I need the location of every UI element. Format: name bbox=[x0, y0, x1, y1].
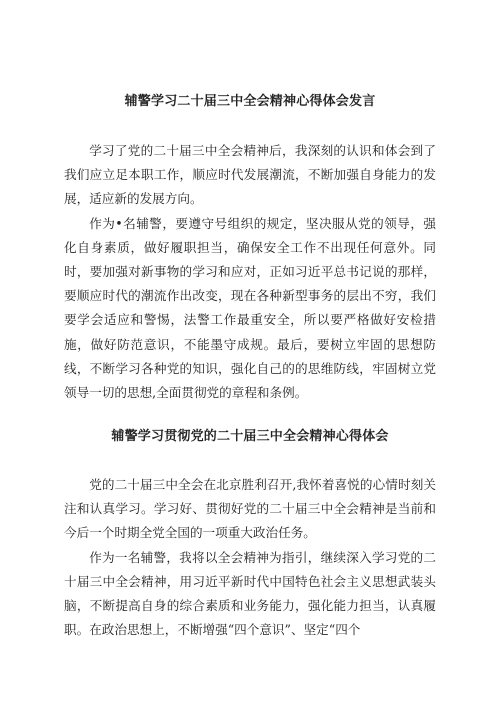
section-2-title: 辅警学习贯彻党的二十届三中全会精神心得体会 bbox=[111, 429, 389, 444]
section-1-paragraph-1: 学习了党的二十届三中全会精神后，我深刻的认识和体会到了我们应立足本职工作，顺应时代发展潮流，不断加强自身能力的发展，适应新的发展方向。 bbox=[64, 143, 436, 207]
section-1-paragraph-2: 作为•名辅警，要遵守号组织的规定，坚决服从党的领导，强化自身素质，做好履职担当，确保安全工作不出现任何意外。同时，要加强对新事物的学习和应对，正如习近平总书记说的那样，要顺应时代的潮流作出改变，现在各种新型事务的层出不穷，我们要学会适应和警惕，法警工作最重安全，所以要严格做好安检措施，做好防范意识，不能墨守成规。最后，要树立牢固的思想防线，不断学习各种党的知识，强化自己的的思维防线，牢固树立党领导一切的思想,全面贯彻党的章程和条例。 bbox=[64, 215, 436, 401]
section-2-body bbox=[64, 473, 436, 642]
section-2-paragraph-1: 党的二十届三中全会在北京胜利召开,我怀着喜悦的心情时刻关注和认真学习。学习好、贯彻好党的二十届三中全会精神是当前和今后一个时期全党全国的一项重大政治任务。 bbox=[64, 477, 436, 541]
section-1-body bbox=[64, 139, 436, 405]
section-1-title: 辅警学习二十届三中全会精神心得体会发言 bbox=[124, 94, 376, 109]
section-2-paragraph-2: 作为一名辅警，我将以全会精神为指引，继续深入学习党的二十届三中全会精神，用习近平新时代中国特色社会主义思想武装头脑，不断提高自身的综合素质和业务能力，强化能力担当，认真履职。在政治思想上，不断增强“四个意识”、坚定“四个 bbox=[64, 549, 436, 638]
